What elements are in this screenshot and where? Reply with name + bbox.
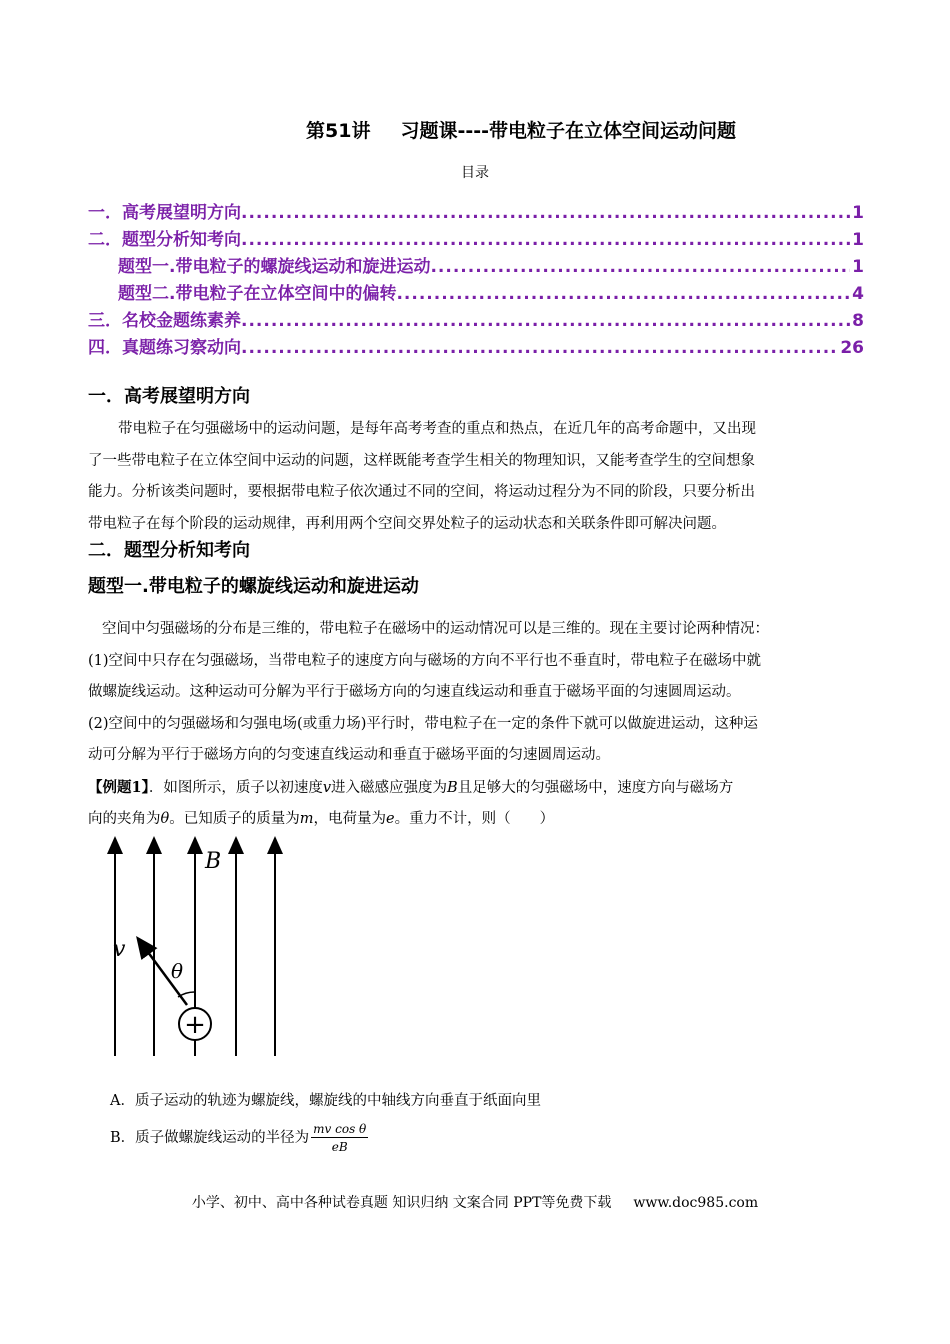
text-line: 动可分解为平行于磁场方向的匀变速直线运动和垂直于磁场平面的匀速圆周运动。 xyxy=(88,747,610,763)
toc-item-label: 三．名校金题练素养 xyxy=(88,311,241,331)
radius-fraction xyxy=(311,1122,368,1154)
toc-item[interactable] xyxy=(88,279,864,306)
toc-item[interactable] xyxy=(88,252,864,279)
text-line: 空间中匀强磁场的分布是三维的，带电粒子在磁场中的运动情况可以是三维的。现在主要讨论两种情况： xyxy=(102,621,769,637)
text-run: 且足够大的匀强磁场中，速度方向与磁场方 xyxy=(457,779,734,796)
text-run: 进入磁感应强度为 xyxy=(331,779,448,796)
text-run: ，电荷量为 xyxy=(313,811,386,827)
var-m: m xyxy=(299,811,314,827)
text-line: 做螺旋线运动。这种运动可分解为平行于磁场方向的匀速直线运动和垂直于磁场平面的匀速圆周运动。 xyxy=(88,684,741,700)
toc-item-label: 二．题型分析知考向 xyxy=(88,230,241,250)
text-line: 带电粒子在每个阶段的运动规律，再利用两个空间交界处粒子的运动状态和关联条件即可解决问题。 xyxy=(88,515,726,532)
section-heading: 一．高考展望明方向 xyxy=(88,386,250,407)
fraction-denominator: eB xyxy=(331,1140,348,1154)
lecture-number: 第51讲 xyxy=(306,120,371,142)
example-question xyxy=(88,804,863,836)
lecture-topic: 习题课----带电粒子在立体空间运动问题 xyxy=(400,120,736,142)
section-paragraph xyxy=(88,414,863,540)
toc-item[interactable] xyxy=(88,306,864,333)
toc-item-page: 8 xyxy=(852,311,864,331)
angle-label-theta: θ xyxy=(171,959,184,983)
toc-item-label: 题型一.带电粒子的螺旋线运动和旋进运动 xyxy=(118,257,431,277)
text-line: 了一些带电粒子在立体空间中运动的问题，这样既能考查学生相关的物理知识，又能考查学生的空间想象 xyxy=(88,452,755,469)
toc-item-page: 1 xyxy=(852,230,864,250)
var-v: v xyxy=(322,779,332,796)
toc-item-label: 一．高考展望明方向 xyxy=(88,203,241,223)
proton-charge-sign: + xyxy=(184,1010,206,1040)
toc-item-label: 四．真题练习察动向 xyxy=(88,338,241,358)
section-paragraph xyxy=(88,614,863,836)
fraction-numerator: mv cos θ xyxy=(313,1122,367,1136)
text-line: (1)空间中只存在匀强磁场，当带电粒子的速度方向与磁场的方向不平行也不垂直时，带电粒子在磁场中就 xyxy=(88,652,762,669)
text-run: ．如图所示，质子以初速度 xyxy=(148,779,323,796)
option-b-text: B．质子做螺旋线运动的半径为 xyxy=(110,1130,310,1146)
option-b[interactable] xyxy=(110,1122,368,1154)
example-tag: 【例题1】 xyxy=(88,778,149,796)
text-line: (2)空间中的匀强磁场和匀强电场(或重力场)平行时，带电粒子在一定的条件下就可以做旋进运动，这种运 xyxy=(88,715,758,732)
var-b: B xyxy=(447,779,458,796)
toc-item-page: 4 xyxy=(852,284,864,304)
text-run: 。已知质子的质量为 xyxy=(169,811,300,827)
toc-item[interactable] xyxy=(88,333,864,360)
magnetic-field-figure xyxy=(95,832,285,1062)
toc-item[interactable] xyxy=(88,198,864,225)
toc-item-label: 题型二.带电粒子在立体空间中的偏转 xyxy=(118,284,397,304)
var-e: e xyxy=(385,811,395,827)
toc-item-page: 1 xyxy=(852,257,864,277)
text-line: 带电粒子在匀强磁场中的运动问题，是每年高考考查的重点和热点，在近几年的高考命题中，又出现 xyxy=(118,421,756,437)
table-of-contents xyxy=(88,198,864,360)
field-label-b: B xyxy=(205,849,222,874)
text-run: 。重力不计，则（ ） xyxy=(394,811,555,827)
toc-item-page: 26 xyxy=(840,338,864,358)
text-run: 向的夹角为 xyxy=(88,811,161,827)
toc-item[interactable] xyxy=(88,225,864,252)
page-footer xyxy=(0,1192,950,1212)
option-a[interactable]: A．质子运动的轨迹为螺旋线，螺旋线的中轴线方向垂直于纸面向里 xyxy=(110,1093,541,1109)
velocity-label-v: v xyxy=(113,937,126,962)
subsection-heading: 题型一.带电粒子的螺旋线运动和旋进运动 xyxy=(88,576,419,597)
section-heading: 二．题型分析知考向 xyxy=(88,540,250,561)
example-question xyxy=(88,772,863,805)
toc-heading: 目录 xyxy=(461,165,489,181)
footer-text: 小学、初中、高中各种试卷真题 知识归纳 文案合同 PPT等免费下载 xyxy=(191,1195,612,1211)
footer-site-link[interactable]: www.doc985.com xyxy=(633,1195,759,1211)
toc-item-page: 1 xyxy=(852,203,864,223)
page-title xyxy=(0,116,950,143)
text-line: 能力。分析该类问题时，要根据带电粒子依次通过不同的空间，将运动过程分为不同的阶段，只要分析出 xyxy=(88,484,755,500)
var-theta: θ xyxy=(160,811,170,827)
